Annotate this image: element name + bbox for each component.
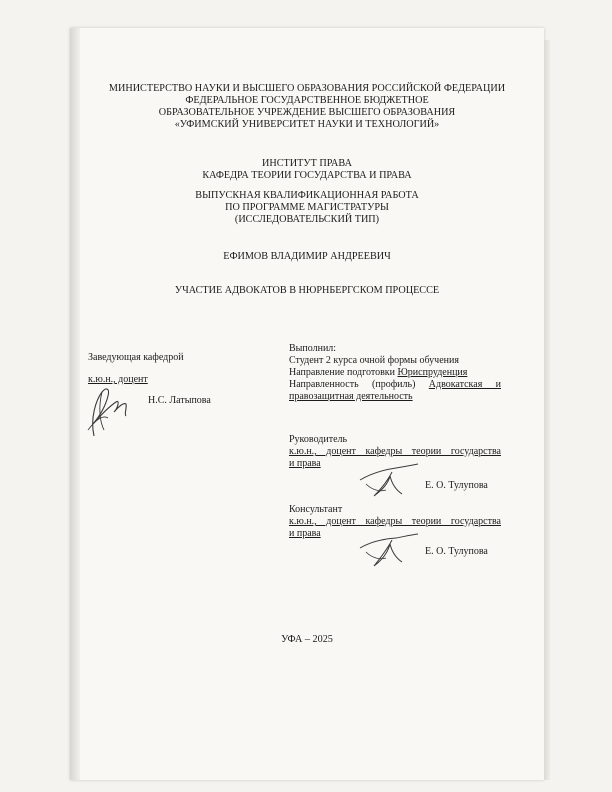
supervisor-label: Руководитель (289, 434, 348, 445)
ministry-line: МИНИСТЕРСТВО НАУКИ И ВЫСШЕГО ОБРАЗОВАНИЯ РОССИЙСКОЙ ФЕДЕРАЦИИ (108, 83, 506, 94)
head-of-department-label: Заведующая кафедрой (88, 352, 184, 363)
consultant-name: Е. О. Тулупова (425, 546, 488, 557)
work-type-line-3: (ИССЛЕДОВАТЕЛЬСКИЙ ТИП) (234, 214, 380, 225)
thesis-title: УЧАСТИЕ АДВОКАТОВ В НЮРНБЕРГСКОМ ПРОЦЕССЕ (174, 285, 440, 296)
supervisor-position-1: к.ю.н., доцент кафедры теории государства (289, 446, 501, 457)
supervisor-signature (352, 460, 424, 500)
institution-type-line: ОБРАЗОВАТЕЛЬНОЕ УЧРЕЖДЕНИЕ ВЫСШЕГО ОБРАЗОВАНИЯ (158, 107, 456, 118)
consultant-label: Консультант (289, 504, 343, 515)
consultant-signature (352, 530, 424, 570)
student-info: Студент 2 курса очной формы обучения (289, 355, 459, 366)
profile-label: Направленность (профиль) (289, 379, 416, 390)
profile-row (289, 379, 501, 391)
institute-name: ИНСТИТУТ ПРАВА (262, 158, 352, 169)
consultant-position-1: к.ю.н., доцент кафедры теории государства (289, 516, 501, 527)
page-edge (544, 40, 550, 780)
supervisor-name: Е. О. Тулупова (425, 480, 488, 491)
binding-shadow (70, 28, 80, 780)
work-type-line-2: ПО ПРОГРАММЕ МАГИСТРАТУРЫ (225, 202, 389, 213)
head-of-department-degree: к.ю.н., доцент (88, 374, 148, 385)
profile-value-2: правозащитная деятельность (289, 391, 413, 402)
direction-row (289, 367, 467, 379)
supervisor-position-2: и права (289, 458, 321, 469)
university-name: «УФИМСКИЙ УНИВЕРСИТЕТ НАУКИ И ТЕХНОЛОГИЙ» (174, 119, 440, 130)
profile-value-1: Адвокатская и (428, 379, 501, 390)
completed-label: Выполнил: (289, 343, 337, 354)
consultant-position-2: и права (289, 528, 321, 539)
direction-value: Юриспруденция (397, 367, 468, 378)
author-name: ЕФИМОВ ВЛАДИМИР АНДРЕЕВИЧ (223, 251, 391, 262)
work-type-line-1: ВЫПУСКНАЯ КВАЛИФИКАЦИОННАЯ РАБОТА (195, 190, 419, 201)
head-of-department-signature (80, 378, 142, 440)
head-of-department-name: Н.С. Латыпова (148, 395, 211, 406)
federal-line: ФЕДЕРАЛЬНОЕ ГОСУДАРСТВЕННОЕ БЮДЖЕТНОЕ (185, 95, 429, 106)
department-name: КАФЕДРА ТЕОРИИ ГОСУДАРСТВА И ПРАВА (202, 170, 412, 181)
direction-label: Направление подготовки (289, 367, 396, 378)
city-year: УФА – 2025 (281, 634, 333, 645)
